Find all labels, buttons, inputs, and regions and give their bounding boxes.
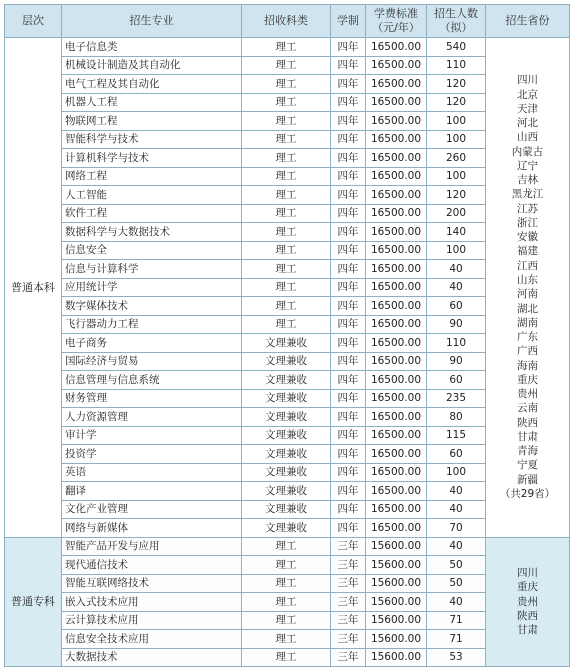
quota-cell: 260 [427,149,486,168]
major-cell: 智能产品开发与应用 [62,537,242,556]
quota-cell: 100 [427,241,486,260]
province-name: 甘肃 [517,624,538,637]
province-name: 海南 [517,359,538,372]
fee-cell: 16500.00 [366,223,427,242]
province-name: 青海 [517,445,538,458]
duration-cell: 四年 [331,315,366,334]
quota-cell: 53 [427,648,486,667]
fee-cell: 16500.00 [366,204,427,223]
quota-cell: 540 [427,38,486,57]
provinces-cell [486,38,570,538]
duration-cell: 三年 [331,537,366,556]
quota-cell: 50 [427,574,486,593]
subject-cell: 文理兼收 [242,408,331,427]
major-cell: 机器人工程 [62,93,242,112]
province-name: 云南 [517,402,538,415]
fee-cell: 16500.00 [366,371,427,390]
major-cell: 电子商务 [62,334,242,353]
major-cell: 网络工程 [62,167,242,186]
table-row [5,204,570,223]
duration-cell: 四年 [331,445,366,464]
duration-cell: 三年 [331,574,366,593]
quota-cell: 40 [427,278,486,297]
province-name: 贵州 [517,595,538,608]
table-row [5,278,570,297]
quota-cell: 120 [427,186,486,205]
duration-cell: 四年 [331,149,366,168]
header-quota [427,5,486,38]
fee-cell: 16500.00 [366,426,427,445]
fee-cell: 16500.00 [366,500,427,519]
header-row [5,5,570,38]
table-row [5,241,570,260]
quota-cell: 100 [427,112,486,131]
header-quota-line2: （拟） [439,21,473,34]
major-cell: 云计算技术应用 [62,611,242,630]
header-fee [366,5,427,38]
fee-cell: 16500.00 [366,112,427,131]
level-cell: 普通专科 [5,537,62,667]
major-cell: 嵌入式技术应用 [62,593,242,612]
subject-cell: 文理兼收 [242,389,331,408]
fee-cell: 15600.00 [366,593,427,612]
quota-cell: 115 [427,426,486,445]
major-cell: 翻译 [62,482,242,501]
table-row [5,537,570,556]
duration-cell: 四年 [331,75,366,94]
province-name: 吉林 [517,174,538,187]
header-level: 层次 [5,5,62,38]
fee-cell: 15600.00 [366,648,427,667]
province-name: 天津 [517,102,538,115]
quota-cell: 80 [427,408,486,427]
province-name: 重庆 [517,373,538,386]
province-name: 福建 [517,245,538,258]
province-name: 甘肃 [517,430,538,443]
table-row [5,38,570,57]
header-fee-line2: （元/年） [372,21,420,34]
major-cell: 信息管理与信息系统 [62,371,242,390]
table-row [5,149,570,168]
major-cell: 应用统计学 [62,278,242,297]
fee-cell: 16500.00 [366,352,427,371]
subject-cell: 文理兼收 [242,500,331,519]
subject-cell: 理工 [242,223,331,242]
fee-cell: 16500.00 [366,482,427,501]
province-name: 黑龙江 [511,188,544,201]
quota-cell: 60 [427,445,486,464]
table-row [5,556,570,575]
subject-cell: 理工 [242,130,331,149]
level-cell: 普通本科 [5,38,62,538]
table-row [5,389,570,408]
provinces-cell [486,537,570,667]
quota-cell: 100 [427,463,486,482]
province-name: 广东 [517,331,538,344]
subject-cell: 理工 [242,93,331,112]
major-cell: 信息安全技术应用 [62,630,242,649]
header-subject: 招收科类 [242,5,331,38]
duration-cell: 四年 [331,204,366,223]
major-cell: 数字媒体技术 [62,297,242,316]
province-name: 新疆 [517,473,538,486]
duration-cell: 四年 [331,371,366,390]
fee-cell: 16500.00 [366,389,427,408]
province-name: 重庆 [517,581,538,594]
fee-cell: 16500.00 [366,334,427,353]
province-name: 内蒙古 [511,145,544,158]
province-name: 四川 [517,74,538,87]
duration-cell: 四年 [331,500,366,519]
subject-cell: 文理兼收 [242,463,331,482]
table-row [5,167,570,186]
subject-cell: 理工 [242,611,331,630]
quota-cell: 40 [427,593,486,612]
quota-cell: 40 [427,500,486,519]
quota-cell: 200 [427,204,486,223]
subject-cell: 文理兼收 [242,482,331,501]
quota-cell: 110 [427,56,486,75]
table-row [5,408,570,427]
table-row [5,519,570,538]
major-cell: 机械设计制造及其自动化 [62,56,242,75]
major-cell: 网络与新媒体 [62,519,242,538]
duration-cell: 三年 [331,630,366,649]
table-row [5,93,570,112]
duration-cell: 四年 [331,297,366,316]
subject-cell: 理工 [242,112,331,131]
quota-cell: 140 [427,223,486,242]
table-row [5,186,570,205]
major-cell: 飞行器动力工程 [62,315,242,334]
fee-cell: 15600.00 [366,574,427,593]
subject-cell: 文理兼收 [242,334,331,353]
table-row [5,112,570,131]
table-row [5,297,570,316]
subject-cell: 文理兼收 [242,371,331,390]
major-cell: 人工智能 [62,186,242,205]
header-quota-line1: 招生人数 [434,7,478,21]
fee-cell: 16500.00 [366,297,427,316]
duration-cell: 三年 [331,556,366,575]
duration-cell: 四年 [331,223,366,242]
duration-cell: 四年 [331,389,366,408]
major-cell: 大数据技术 [62,648,242,667]
quota-cell: 100 [427,130,486,149]
major-cell: 物联网工程 [62,112,242,131]
header-fee-line1: 学费标准 [374,7,418,21]
subject-cell: 理工 [242,204,331,223]
duration-cell: 四年 [331,241,366,260]
province-name: 安徽 [517,231,538,244]
duration-cell: 四年 [331,112,366,131]
quota-cell: 40 [427,537,486,556]
quota-cell: 70 [427,519,486,538]
subject-cell: 理工 [242,630,331,649]
quota-cell: 90 [427,315,486,334]
subject-cell: 理工 [242,556,331,575]
subject-cell: 理工 [242,167,331,186]
duration-cell: 四年 [331,278,366,297]
subject-cell: 理工 [242,75,331,94]
table-row [5,574,570,593]
major-cell: 投资学 [62,445,242,464]
province-name: 河北 [517,117,538,130]
major-cell: 文化产业管理 [62,500,242,519]
duration-cell: 四年 [331,167,366,186]
duration-cell: 四年 [331,186,366,205]
table-row [5,426,570,445]
table-row [5,482,570,501]
province-name: 河南 [517,288,538,301]
fee-cell: 16500.00 [366,93,427,112]
fee-cell: 16500.00 [366,130,427,149]
subject-cell: 理工 [242,260,331,279]
major-cell: 信息与计算科学 [62,260,242,279]
table-row [5,130,570,149]
major-cell: 现代通信技术 [62,556,242,575]
quota-cell: 120 [427,75,486,94]
fee-cell: 16500.00 [366,38,427,57]
province-name: 北京 [517,88,538,101]
table-row [5,315,570,334]
province-name: 山西 [517,131,538,144]
province-name: 湖北 [517,302,538,315]
fee-cell: 16500.00 [366,56,427,75]
quota-cell: 71 [427,630,486,649]
province-name: 江苏 [517,202,538,215]
major-cell: 信息安全 [62,241,242,260]
quota-cell: 50 [427,556,486,575]
subject-cell: 理工 [242,574,331,593]
fee-cell: 16500.00 [366,315,427,334]
duration-cell: 三年 [331,593,366,612]
college-section [5,537,570,667]
fee-cell: 16500.00 [366,519,427,538]
quota-cell: 40 [427,482,486,501]
province-name: 江西 [517,259,538,272]
table-row [5,648,570,667]
fee-cell: 16500.00 [366,167,427,186]
quota-cell: 90 [427,352,486,371]
table-row [5,463,570,482]
major-cell: 智能互联网络技术 [62,574,242,593]
quota-cell: 71 [427,611,486,630]
subject-cell: 理工 [242,241,331,260]
subject-cell: 文理兼收 [242,445,331,464]
fee-cell: 16500.00 [366,408,427,427]
major-cell: 审计学 [62,426,242,445]
table-row [5,445,570,464]
subject-cell: 理工 [242,56,331,75]
major-cell: 人力资源管理 [62,408,242,427]
subject-cell: 理工 [242,149,331,168]
fee-cell: 16500.00 [366,186,427,205]
subject-cell: 理工 [242,297,331,316]
subject-cell: 理工 [242,186,331,205]
quota-cell: 40 [427,260,486,279]
duration-cell: 四年 [331,352,366,371]
undergrad-section [5,38,570,538]
subject-cell: 理工 [242,315,331,334]
subject-cell: 理工 [242,593,331,612]
major-cell: 英语 [62,463,242,482]
quota-cell: 60 [427,371,486,390]
duration-cell: 三年 [331,611,366,630]
quota-cell: 110 [427,334,486,353]
duration-cell: 四年 [331,519,366,538]
major-cell: 计算机科学与技术 [62,149,242,168]
quota-cell: 100 [427,167,486,186]
fee-cell: 16500.00 [366,149,427,168]
subject-cell: 理工 [242,648,331,667]
major-cell: 财务管理 [62,389,242,408]
enrollment-table [4,4,570,667]
duration-cell: 四年 [331,334,366,353]
province-name: 辽宁 [517,159,538,172]
subject-cell: 文理兼收 [242,426,331,445]
province-name: 四川 [517,567,538,580]
header-provinces: 招生省份 [486,5,570,38]
table-row [5,593,570,612]
quota-cell: 120 [427,93,486,112]
header-duration: 学制 [331,5,366,38]
duration-cell: 四年 [331,130,366,149]
province-name: 宁夏 [517,459,538,472]
subject-cell: 文理兼收 [242,352,331,371]
duration-cell: 四年 [331,38,366,57]
duration-cell: 四年 [331,408,366,427]
duration-cell: 三年 [331,648,366,667]
fee-cell: 16500.00 [366,75,427,94]
province-name: 陕西 [517,609,538,622]
fee-cell: 16500.00 [366,278,427,297]
duration-cell: 四年 [331,463,366,482]
major-cell: 国际经济与贸易 [62,352,242,371]
major-cell: 软件工程 [62,204,242,223]
duration-cell: 四年 [331,93,366,112]
duration-cell: 四年 [331,260,366,279]
subject-cell: 理工 [242,38,331,57]
major-cell: 电子信息类 [62,38,242,57]
quota-cell: 60 [427,297,486,316]
fee-cell: 16500.00 [366,241,427,260]
fee-cell: 16500.00 [366,445,427,464]
table-row [5,500,570,519]
subject-cell: 理工 [242,278,331,297]
table-row [5,56,570,75]
province-name: 贵州 [517,388,538,401]
province-name: 广西 [517,345,538,358]
table-row [5,611,570,630]
duration-cell: 四年 [331,56,366,75]
province-name: 湖南 [517,316,538,329]
fee-cell: 16500.00 [366,260,427,279]
table-row [5,223,570,242]
province-name: （共29省） [499,487,556,500]
major-cell: 数据科学与大数据技术 [62,223,242,242]
duration-cell: 四年 [331,426,366,445]
province-name: 山东 [517,273,538,286]
header-major: 招生专业 [62,5,242,38]
quota-cell: 235 [427,389,486,408]
duration-cell: 四年 [331,482,366,501]
major-cell: 智能科学与技术 [62,130,242,149]
table-row [5,630,570,649]
fee-cell: 15600.00 [366,556,427,575]
table-row [5,260,570,279]
table-row [5,75,570,94]
fee-cell: 15600.00 [366,630,427,649]
subject-cell: 理工 [242,537,331,556]
fee-cell: 16500.00 [366,463,427,482]
table-row [5,352,570,371]
subject-cell: 文理兼收 [242,519,331,538]
table-row [5,334,570,353]
province-name: 陕西 [517,416,538,429]
major-cell: 电气工程及其自动化 [62,75,242,94]
fee-cell: 15600.00 [366,611,427,630]
table-row [5,371,570,390]
fee-cell: 15600.00 [366,537,427,556]
province-name: 浙江 [517,216,538,229]
